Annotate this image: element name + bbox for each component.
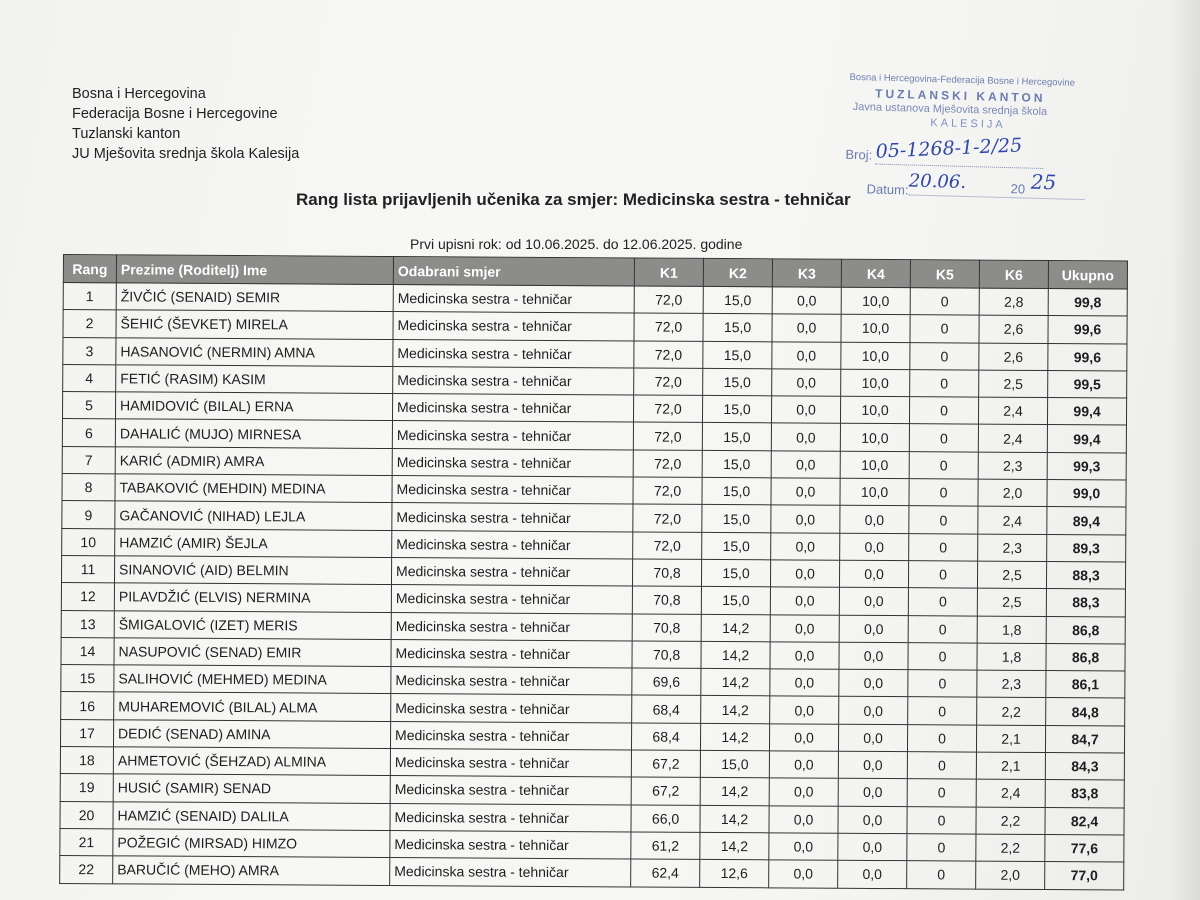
- cell-k6: 1,8: [977, 643, 1046, 671]
- cell-k6: 2,0: [976, 861, 1045, 889]
- cell-k4: 0,0: [839, 560, 908, 588]
- cell-k2: 15,0: [703, 314, 772, 342]
- cell-k4: 0,0: [838, 751, 907, 779]
- cell-k3: 0,0: [770, 642, 839, 670]
- cell-k5: 0: [909, 506, 978, 534]
- cell-k1: 66,0: [631, 805, 700, 833]
- cell-k3: 0,0: [772, 369, 841, 397]
- cell-rang: 2: [63, 310, 116, 338]
- cell-ukupno: 84,7: [1045, 725, 1124, 753]
- cell-name: HASANOVIĆ (NERMIN) AMNA: [116, 337, 393, 366]
- cell-k6: 2,3: [977, 670, 1046, 698]
- cell-k4: 0,0: [838, 806, 907, 834]
- cell-ukupno: 84,8: [1046, 698, 1125, 726]
- cell-ukupno: 89,3: [1047, 534, 1126, 562]
- cell-rang: 22: [60, 856, 113, 884]
- cell-k2: 15,0: [701, 559, 770, 587]
- cell-name: NASUPOVIĆ (SENAD) EMIR: [114, 638, 391, 667]
- cell-k3: 0,0: [771, 478, 840, 506]
- cell-k2: 15,0: [703, 286, 772, 314]
- cell-k6: 2,3: [978, 534, 1047, 562]
- cell-k2: 12,6: [700, 860, 769, 888]
- column-header-k4: K4: [841, 259, 910, 287]
- stamp-number-handwritten: 05-1268-1-2/25: [875, 134, 1023, 163]
- cell-k4: 10,0: [840, 451, 909, 479]
- cell-smjer: Medicinska sestra - tehničar: [390, 749, 631, 778]
- cell-k3: 0,0: [772, 314, 841, 342]
- cell-ukupno: 77,6: [1045, 834, 1124, 862]
- cell-k1: 72,0: [633, 532, 702, 560]
- cell-k6: 2,5: [979, 370, 1048, 398]
- cell-smjer: Medicinska sestra - tehničar: [392, 421, 633, 450]
- stamp-line-canton: TUZLANSKI KANTON: [874, 86, 1046, 106]
- cell-k4: 10,0: [840, 396, 909, 424]
- cell-smjer: Medicinska sestra - tehničar: [390, 830, 631, 859]
- cell-smjer: Medicinska sestra - tehničar: [392, 530, 633, 559]
- cell-smjer: Medicinska sestra - tehničar: [391, 694, 632, 723]
- cell-rang: 4: [63, 364, 116, 392]
- cell-name: HAMZIĆ (AMIR) ŠEJLA: [115, 528, 392, 557]
- cell-k5: 0: [907, 779, 976, 807]
- page-shadow: [1170, 0, 1200, 900]
- cell-k4: 10,0: [841, 369, 910, 397]
- cell-k3: 0,0: [770, 614, 839, 642]
- cell-k5: 0: [909, 424, 978, 452]
- cell-ukupno: 99,3: [1047, 452, 1126, 480]
- cell-ukupno: 86,8: [1046, 616, 1125, 644]
- cell-k3: 0,0: [769, 778, 838, 806]
- cell-k4: 0,0: [840, 533, 909, 561]
- stamp-date-label: Datum:: [866, 181, 909, 198]
- table-row: [60, 856, 1124, 890]
- cell-ukupno: 86,8: [1046, 643, 1125, 671]
- cell-k3: 0,0: [772, 287, 841, 315]
- cell-name: SINANOVIĆ (AID) BELMIN: [114, 556, 391, 585]
- cell-k4: 0,0: [839, 642, 908, 670]
- cell-k3: 0,0: [771, 423, 840, 451]
- ranking-table-container: [59, 254, 1114, 890]
- cell-ukupno: 99,8: [1048, 289, 1127, 317]
- cell-smjer: Medicinska sestra - tehničar: [391, 585, 632, 614]
- cell-name: HAMZIĆ (SENAID) DALILA: [113, 801, 390, 830]
- cell-rang: 6: [62, 419, 115, 447]
- stamp-year-handwritten: 25: [1030, 169, 1057, 195]
- column-header-k2: K2: [703, 258, 772, 286]
- cell-name: HUSIĆ (SAMIR) SENAD: [113, 774, 390, 803]
- cell-k3: 0,0: [769, 860, 838, 888]
- column-header-smjer: Odabrani smjer: [393, 257, 634, 286]
- cell-k6: 2,4: [978, 425, 1047, 453]
- cell-k3: 0,0: [769, 805, 838, 833]
- column-header-k5: K5: [910, 260, 979, 288]
- cell-name: BARUČIĆ (MEHO) AMRA: [113, 856, 390, 885]
- stamp-line-country: Bosna i Hercegovina-Federacija Bosne i Hercegovine: [849, 71, 1076, 89]
- cell-rang: 7: [62, 446, 115, 474]
- cell-k4: 0,0: [838, 860, 907, 888]
- cell-ukupno: 99,5: [1048, 370, 1127, 398]
- cell-k6: 1,8: [977, 616, 1046, 644]
- cell-rang: 12: [61, 583, 114, 611]
- cell-k5: 0: [910, 315, 979, 343]
- cell-k2: 15,0: [702, 396, 771, 424]
- cell-k5: 0: [908, 643, 977, 671]
- cell-name: PILAVDŽIĆ (ELVIS) NERMINA: [114, 583, 391, 612]
- cell-k3: 0,0: [769, 833, 838, 861]
- cell-smjer: Medicinska sestra - tehničar: [393, 285, 634, 314]
- cell-k2: 15,0: [700, 750, 769, 778]
- stamp-line-town: KALESIJA: [930, 117, 1006, 131]
- cell-ukupno: 99,0: [1047, 480, 1126, 508]
- cell-ukupno: 83,8: [1045, 780, 1124, 808]
- cell-k6: 2,8: [979, 288, 1048, 316]
- cell-name: AHMETOVIĆ (ŠEHZAD) ALMINA: [113, 747, 390, 776]
- cell-smjer: Medicinska sestra - tehničar: [391, 667, 632, 696]
- cell-k1: 67,2: [631, 777, 700, 805]
- header-line-canton: Tuzlanski kanton: [72, 126, 181, 142]
- cell-ukupno: 89,4: [1047, 507, 1126, 535]
- cell-k3: 0,0: [769, 751, 838, 779]
- column-header-ukupno: Ukupno: [1048, 261, 1127, 289]
- cell-k6: 2,4: [976, 779, 1045, 807]
- cell-smjer: Medicinska sestra - tehničar: [390, 803, 631, 832]
- cell-k2: 15,0: [702, 450, 771, 478]
- cell-ukupno: 99,4: [1047, 425, 1126, 453]
- cell-smjer: Medicinska sestra - tehničar: [392, 503, 633, 532]
- cell-k3: 0,0: [769, 724, 838, 752]
- cell-k3: 0,0: [770, 696, 839, 724]
- cell-ukupno: 88,3: [1046, 561, 1125, 589]
- cell-k6: 2,4: [978, 397, 1047, 425]
- cell-k1: 72,0: [634, 286, 703, 314]
- column-header-k3: K3: [772, 259, 841, 287]
- cell-k3: 0,0: [772, 341, 841, 369]
- cell-k5: 0: [909, 451, 978, 479]
- column-header-rang: Rang: [63, 255, 116, 283]
- cell-smjer: Medicinska sestra - tehničar: [391, 639, 632, 668]
- cell-name: ŠMIGALOVIĆ (IZET) MERIS: [114, 610, 391, 639]
- cell-k4: 10,0: [840, 424, 909, 452]
- cell-smjer: Medicinska sestra - tehničar: [390, 776, 631, 805]
- cell-name: POŽEGIĆ (MIRSAD) HIMZO: [113, 829, 390, 858]
- cell-k5: 0: [908, 670, 977, 698]
- ranking-table: [59, 254, 1128, 890]
- cell-k6: 2,2: [976, 807, 1045, 835]
- cell-k3: 0,0: [771, 505, 840, 533]
- cell-k3: 0,0: [771, 396, 840, 424]
- cell-k4: 10,0: [841, 342, 910, 370]
- cell-smjer: Medicinska sestra - tehničar: [393, 366, 634, 395]
- cell-k5: 0: [908, 615, 977, 643]
- cell-rang: 14: [61, 637, 114, 665]
- cell-k6: 2,2: [977, 698, 1046, 726]
- cell-k1: 68,4: [632, 695, 701, 723]
- cell-name: FETIĆ (RASIM) KASIM: [116, 365, 393, 394]
- cell-k4: 0,0: [839, 669, 908, 697]
- cell-k1: 61,2: [631, 832, 700, 860]
- cell-k1: 72,0: [633, 395, 702, 423]
- cell-k4: 0,0: [840, 506, 909, 534]
- cell-k1: 72,0: [634, 368, 703, 396]
- cell-rang: 1: [63, 283, 116, 311]
- cell-smjer: Medicinska sestra - tehničar: [390, 858, 631, 887]
- stamp-date-dotted-line: [908, 194, 1084, 200]
- cell-k5: 0: [909, 479, 978, 507]
- institution-header: [72, 84, 299, 164]
- cell-rang: 18: [60, 747, 113, 775]
- cell-k2: 15,0: [702, 532, 771, 560]
- cell-ukupno: 82,4: [1045, 807, 1124, 835]
- stamp-number-label: Broj:: [845, 146, 873, 163]
- cell-k2: 15,0: [702, 423, 771, 451]
- cell-k6: 2,3: [978, 452, 1047, 480]
- cell-k6: 2,1: [976, 725, 1045, 753]
- cell-ukupno: 88,3: [1046, 589, 1125, 617]
- cell-k5: 0: [910, 370, 979, 398]
- cell-smjer: Medicinska sestra - tehničar: [392, 476, 633, 505]
- cell-k5: 0: [907, 806, 976, 834]
- cell-k6: 2,0: [978, 479, 1047, 507]
- cell-name: ŽIVČIĆ (SENAID) SEMIR: [116, 283, 393, 312]
- cell-ukupno: 99,6: [1048, 343, 1127, 371]
- cell-k2: 14,2: [701, 696, 770, 724]
- cell-k1: 70,8: [632, 614, 701, 642]
- cell-k5: 0: [907, 724, 976, 752]
- cell-k1: 72,0: [633, 450, 702, 478]
- stamp-line-institution: Javna ustanova Mješovita srednja škola: [852, 100, 1048, 119]
- cell-smjer: Medicinska sestra - tehničar: [393, 339, 634, 368]
- cell-k2: 15,0: [703, 341, 772, 369]
- cell-ukupno: 99,6: [1048, 316, 1127, 344]
- cell-k3: 0,0: [770, 560, 839, 588]
- cell-k1: 72,0: [633, 477, 702, 505]
- cell-k6: 2,1: [976, 752, 1045, 780]
- cell-k4: 0,0: [838, 833, 907, 861]
- cell-name: MUHAREMOVIĆ (BILAL) ALMA: [114, 692, 391, 721]
- cell-rang: 16: [61, 692, 114, 720]
- column-header-name: Prezime (Roditelj) Ime: [116, 255, 393, 285]
- cell-rang: 20: [60, 801, 113, 829]
- cell-k1: 72,0: [633, 504, 702, 532]
- cell-k5: 0: [910, 288, 979, 316]
- cell-k2: 15,0: [702, 505, 771, 533]
- cell-k2: 14,2: [700, 832, 769, 860]
- stamp-year-prefix: 20: [1010, 181, 1026, 197]
- cell-k4: 0,0: [839, 588, 908, 616]
- cell-rang: 5: [62, 392, 115, 420]
- cell-rang: 21: [60, 828, 113, 856]
- header-line-school: JU Mješovita srednja škola Kalesija: [72, 146, 300, 162]
- cell-k4: 10,0: [841, 315, 910, 343]
- cell-smjer: Medicinska sestra - tehničar: [393, 312, 634, 341]
- cell-name: HAMIDOVIĆ (BILAL) ERNA: [115, 392, 392, 421]
- cell-k2: 14,2: [700, 778, 769, 806]
- cell-k4: 0,0: [839, 697, 908, 725]
- table-body: [60, 283, 1128, 890]
- cell-rang: 13: [61, 610, 114, 638]
- cell-k2: 15,0: [703, 368, 772, 396]
- cell-k3: 0,0: [770, 587, 839, 615]
- cell-k4: 0,0: [838, 779, 907, 807]
- cell-k5: 0: [908, 697, 977, 725]
- cell-k1: 70,8: [632, 641, 701, 669]
- cell-k2: 14,2: [701, 641, 770, 669]
- cell-k3: 0,0: [771, 451, 840, 479]
- column-header-k6: K6: [979, 260, 1048, 288]
- cell-ukupno: 86,1: [1046, 671, 1125, 699]
- document-title: Rang lista prijavljenih učenika za smjer: Medicinska sestra - tehničar: [296, 190, 851, 209]
- cell-k5: 0: [908, 561, 977, 589]
- cell-name: SALIHOVIĆ (MEHMED) MEDINA: [114, 665, 391, 694]
- cell-rang: 17: [60, 719, 113, 747]
- cell-name: DEDIĆ (SENAD) AMINA: [113, 720, 390, 749]
- cell-k5: 0: [910, 342, 979, 370]
- cell-k1: 70,8: [632, 586, 701, 614]
- cell-rang: 3: [63, 337, 116, 365]
- cell-k1: 72,0: [634, 313, 703, 341]
- cell-name: DAHALIĆ (MUJO) MIRNESA: [115, 419, 392, 448]
- cell-k1: 72,0: [633, 422, 702, 450]
- cell-k2: 15,0: [702, 477, 771, 505]
- cell-k1: 72,0: [634, 341, 703, 369]
- cell-k1: 68,4: [631, 723, 700, 751]
- cell-rang: 19: [60, 774, 113, 802]
- cell-k5: 0: [907, 834, 976, 862]
- header-line-federation: Federacija Bosne i Hercegovine: [72, 106, 278, 122]
- cell-k4: 0,0: [838, 724, 907, 752]
- official-stamp: [836, 69, 1099, 206]
- stamp-number-dotted-line: [875, 164, 1043, 169]
- cell-ukupno: 77,0: [1045, 862, 1124, 890]
- cell-k4: 10,0: [841, 287, 910, 315]
- cell-ukupno: 99,4: [1047, 398, 1126, 426]
- cell-name: ŠEHIĆ (ŠEVKET) MIRELA: [116, 310, 393, 339]
- cell-rang: 8: [62, 474, 115, 502]
- cell-k4: 10,0: [840, 478, 909, 506]
- cell-k2: 15,0: [701, 587, 770, 615]
- cell-k1: 69,6: [632, 668, 701, 696]
- cell-smjer: Medicinska sestra - tehničar: [391, 612, 632, 641]
- cell-smjer: Medicinska sestra - tehničar: [392, 448, 633, 477]
- cell-rang: 15: [61, 665, 114, 693]
- stamp-date-handwritten: 20.06.: [908, 170, 967, 193]
- document-subtitle: Prvi upisni rok: od 10.06.2025. do 12.06.2025. godine: [410, 236, 743, 252]
- cell-k6: 2,5: [977, 561, 1046, 589]
- cell-k2: 14,2: [700, 805, 769, 833]
- cell-k1: 62,4: [631, 859, 700, 887]
- cell-k5: 0: [907, 861, 976, 889]
- cell-k6: 2,6: [979, 343, 1048, 371]
- cell-k5: 0: [909, 397, 978, 425]
- column-header-k1: K1: [634, 258, 703, 286]
- cell-smjer: Medicinska sestra - tehničar: [390, 721, 631, 750]
- cell-name: TABAKOVIĆ (MEHDIN) MEDINA: [115, 474, 392, 503]
- cell-k6: 2,5: [977, 588, 1046, 616]
- cell-k2: 14,2: [700, 723, 769, 751]
- cell-smjer: Medicinska sestra - tehničar: [391, 557, 632, 586]
- header-line-country: Bosna i Hercegovina: [72, 86, 206, 102]
- cell-k2: 14,2: [701, 614, 770, 642]
- cell-rang: 9: [62, 501, 115, 529]
- cell-name: KARIĆ (ADMIR) AMRA: [115, 447, 392, 476]
- cell-ukupno: 84,3: [1045, 753, 1124, 781]
- cell-k6: 2,2: [976, 834, 1045, 862]
- cell-k1: 70,8: [632, 559, 701, 587]
- cell-rang: 10: [62, 528, 115, 556]
- cell-rang: 11: [61, 555, 114, 583]
- cell-smjer: Medicinska sestra - tehničar: [392, 394, 633, 423]
- cell-k5: 0: [909, 533, 978, 561]
- cell-k5: 0: [908, 588, 977, 616]
- cell-k1: 67,2: [631, 750, 700, 778]
- cell-k6: 2,4: [978, 506, 1047, 534]
- cell-k6: 2,6: [979, 315, 1048, 343]
- cell-k3: 0,0: [771, 533, 840, 561]
- cell-k2: 14,2: [701, 669, 770, 697]
- cell-k3: 0,0: [770, 669, 839, 697]
- cell-k5: 0: [907, 752, 976, 780]
- cell-name: GAČANOVIĆ (NIHAD) LEJLA: [115, 501, 392, 530]
- cell-k4: 0,0: [839, 615, 908, 643]
